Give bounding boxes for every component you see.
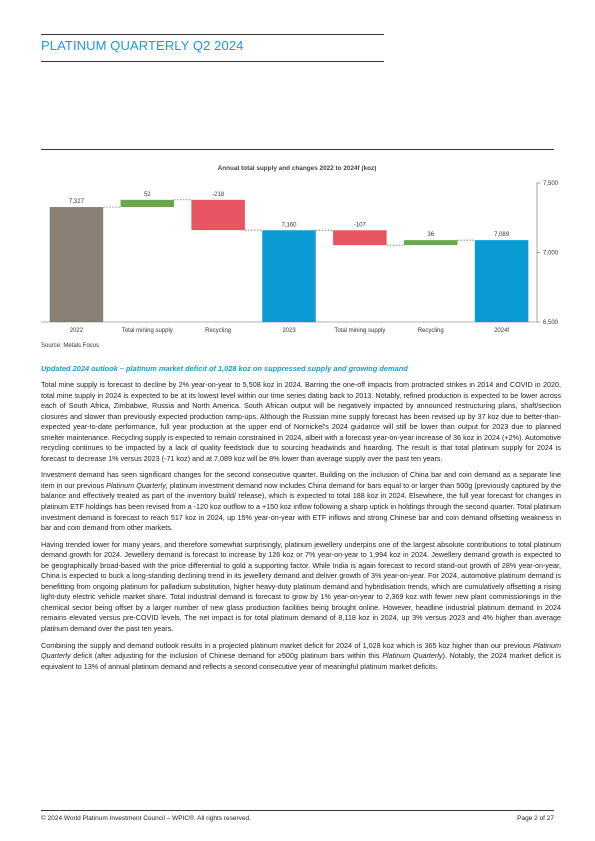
supply-waterfall-chart — [0, 0, 595, 345]
x-tick-label: Total mining supply — [334, 328, 386, 334]
text-run: Investment demand has seen significant changes for the second consecutive quarter. Building on the inclusion of China bar and coin demand as a separate line item in our previous — [41, 470, 561, 490]
italic-run: Platinum Quarterly — [382, 651, 443, 661]
data-label: 36 — [427, 232, 435, 239]
footer-copyright: © 2024 World Platinum Investment Council – WPIC®. All rights reserved. — [41, 815, 251, 822]
x-tick-label: 2024f — [494, 328, 510, 334]
bar-total-mining-supply — [333, 230, 386, 245]
text-run: Combining the supply and demand outlook results in a projected platinum market deficit for 2024 of 1,028 koz which is 365 koz higher than our previous — [41, 640, 534, 650]
text-run: Total mine supply is forecast to decline by 2% year-on-year to 5,508 koz in 2024. Barring the one-off impacts from protracted strikes in 2014 and COVID in 2020, total mine supply in 2024 is expected to be at its lowest level within our time series dating back to 2013. Notably, refined production is expected to be lower across each of South Africa, Zimbabwe, Russia and North America. South African output will be negatively impacted by announced restructuring plans, shaft/section closures and slower than previously expected production ramp-ups. Although the Russian mine supply forecast has been revised up by 37 koz due to better-than-expected year-to-date performance, full year production at the upper end of Nornickel's 2024 guidance will still be lower than output for 2023 due to planned smelter maintenance. Recycling supply is expected to remain constrained in 2024, albeit with a forecast year-on-year increase of 36 koz in 2024 (+2%). Automotive recycling continues to be impacted by a lack of quality feedstock due to sourcing headwinds and hoarding. The result is that total platinum supply for 2024 is forecast to decrease 1% versus 2023 (-71 koz) and at 7,089 koz will be 8% lower than average supply over the past ten years. — [41, 380, 561, 463]
x-tick-label: 2023 — [282, 328, 296, 334]
data-label: 7,327 — [68, 199, 84, 206]
x-tick-label: Recycling — [205, 328, 232, 334]
body-paragraph — [41, 470, 561, 533]
data-label: 52 — [143, 191, 151, 198]
text-run: , platinum investment demand now includes China demand for bars equal to or larger than 500g (previously captured by the balance and effectively treated as part of the inventory build/ release), which is expected to total 188 koz in 2024. Elsewhere, the full year forecast for changes in platinum ETF holdings has been revised from a -120 koz outflow to a +150 koz inflow following a sharp uptick in holdings through the second quarter. Total platinum investment demand is forecast to reach 517 koz in 2024, up 15% year-on-year with ETF inflows and strong Chinese bar and coin demand offsetting weakness in bar and coin demand from other markets. — [41, 480, 561, 533]
body-paragraph — [41, 540, 561, 635]
y-tick-label: 7,500 — [543, 181, 559, 187]
italic-run: Platinum Quarterly — [106, 480, 166, 490]
bar-recycling — [191, 200, 244, 230]
body-paragraph — [41, 641, 561, 673]
y-tick-label: 6,500 — [543, 320, 559, 326]
section-heading: Updated 2024 outlook – platinum market deficit of 1,028 koz on suppressed supply and growing demand — [41, 364, 408, 373]
data-label: -107 — [353, 222, 366, 229]
data-label: 7,160 — [281, 222, 297, 229]
bar-recycling — [404, 240, 457, 245]
body-paragraph — [41, 380, 561, 464]
data-label: -218 — [212, 191, 225, 198]
bar-2024f — [475, 240, 528, 322]
chart-source: Source: Metals Focus — [41, 343, 100, 349]
footer-page-number: Page 2 of 27 — [517, 815, 554, 822]
bar-total-mining-supply — [121, 200, 174, 207]
x-tick-label: Recycling — [417, 328, 444, 334]
page-title: PLATINUM QUARTERLY Q2 2024 — [41, 38, 244, 53]
data-label: 7,089 — [494, 232, 510, 239]
text-run: Having trended lower for many years, and therefore somewhat surprisingly, platinum jewellery underpins one of the largest absolute contributions to total platinum demand growth for 2024. Jewellery demand is forecast to increase by 126 koz or 7% year-on-year to 1,994 koz in 2024. Jewellery demand growth is expected to be geographically broad-based with the price differential to gold a supporting factor. While India is again forecast to record stand-out growth of 28% year-on-year, China is expected to buck a long-standing declining trend in its jewellery demand and deliver growth of 3% year-on-year. For 2024, automotive platinum demand is benefitting from ongoing platinum for palladium substitution, higher heavy-duty platinum demand and hybridisation trends, which are cumulatively offsetting a rising light-duty electric vehicle market share. Total industrial demand is forecast to grow by 1% year-on-year to 2,369 koz with fewer new plant commissionings in the chemical sector being offset by a larger number of new glass production facilities being brought online. However, headline industrial platinum demand in 2024 remains elevated versus pre-COVID levels. The net impact is for total platinum demand of 8,118 koz in 2024, up 3% versus 2023 and 4% higher than average platinum demand over the past ten years. — [41, 539, 561, 634]
x-tick-label: 2022 — [69, 328, 84, 334]
bar-2022 — [50, 207, 103, 322]
body-text — [41, 380, 561, 678]
italic-run: Platinum Quarterly — [41, 640, 561, 661]
text-run: deficit (after adjusting for the inclusion of Chinese demand for ≥500g platinum bars within this — [70, 651, 383, 661]
text-run: ). Notably, the 2024 market deficit is equivalent to 13% of annual platinum demand and reflects a second consecutive year of meaningful platinum market deficits. — [41, 651, 561, 671]
bar-2023 — [262, 230, 315, 322]
chart-title: Annual total supply and changes 2022 to 2024f (koz) — [217, 165, 377, 172]
x-tick-label: Total mining supply — [121, 328, 173, 334]
y-tick-label: 7,000 — [543, 250, 559, 257]
